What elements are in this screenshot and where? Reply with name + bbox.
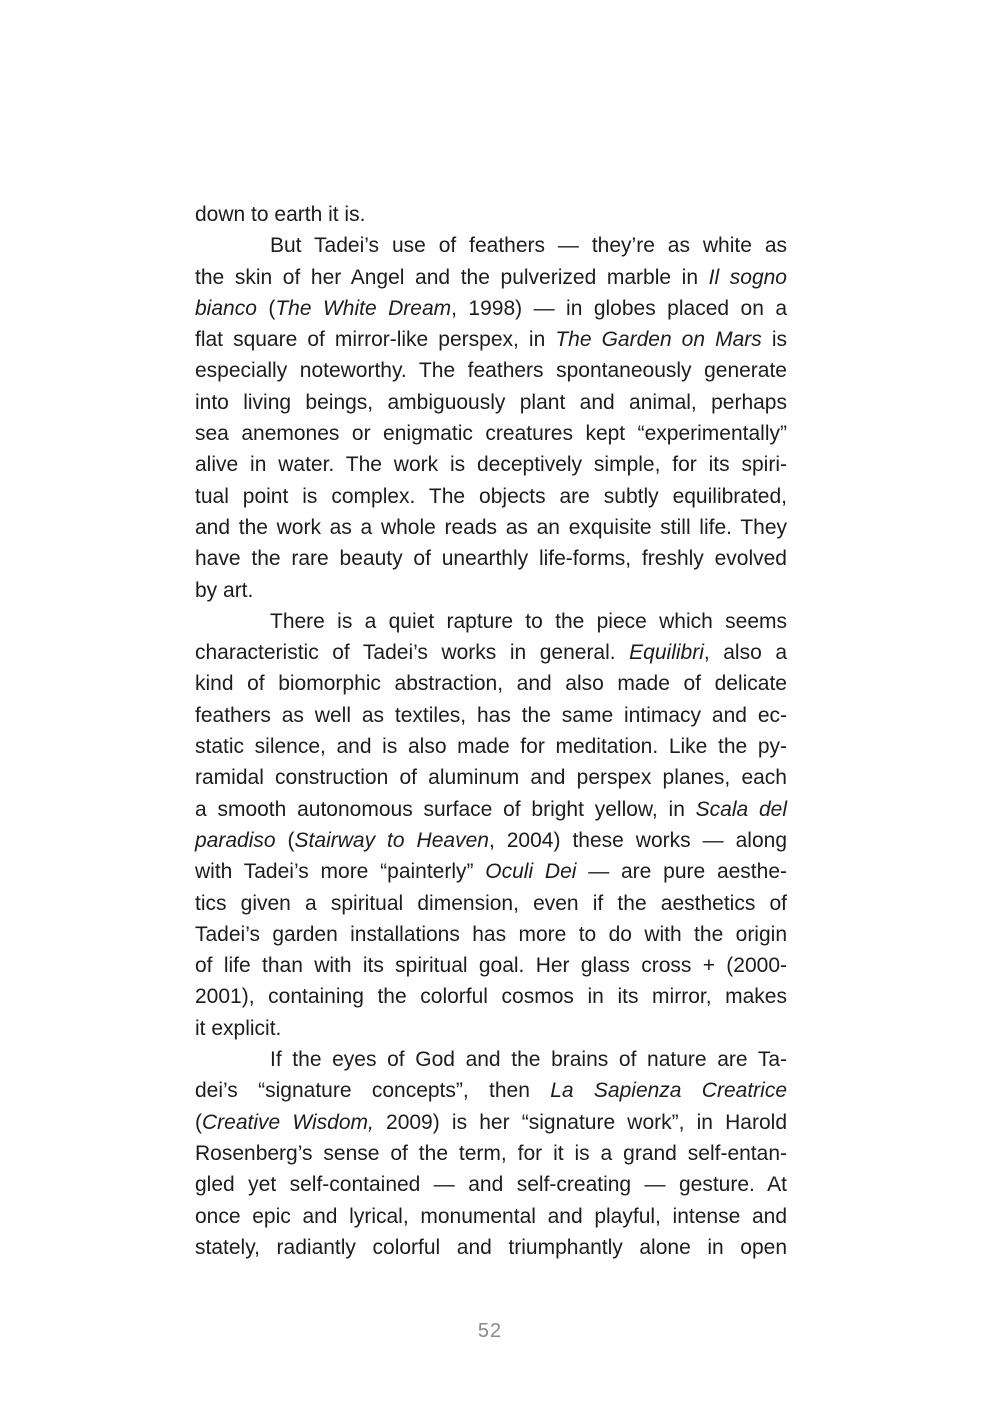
text-line xyxy=(195,387,787,418)
text-line xyxy=(195,1013,787,1044)
text-line xyxy=(195,762,787,793)
text-line xyxy=(195,199,787,230)
text-line xyxy=(195,794,787,825)
text-segment: ( xyxy=(275,828,295,852)
italic-title: paradiso xyxy=(195,828,276,852)
text-line xyxy=(195,856,787,887)
text-segment: into living beings, ambiguously plant and animal, perhaps xyxy=(195,390,787,414)
text-segment: 2009) is her “signature work”, in Harold xyxy=(373,1110,787,1134)
italic-title: The Garden on Mars xyxy=(555,328,762,352)
text-segment: static silence, and is also made for meditation. Like the py- xyxy=(195,735,787,759)
text-segment: , also a xyxy=(703,641,787,665)
text-segment: stately, radiantly colorful and triumphantly alone in open xyxy=(195,1235,787,1259)
text-line xyxy=(195,888,787,919)
text-line xyxy=(195,731,787,762)
text-line xyxy=(195,481,787,512)
text-segment: characteristic of Tadei’s works in general. xyxy=(195,641,630,665)
text-segment: ( xyxy=(195,1110,202,1134)
text-line xyxy=(195,700,787,731)
text-line xyxy=(195,1232,787,1263)
text-line xyxy=(195,1107,787,1138)
text-segment: it explicit. xyxy=(195,1016,282,1040)
text-line xyxy=(195,449,787,480)
text-segment: kind of biomorphic abstraction, and also made of delicate xyxy=(195,672,787,696)
text-segment: a smooth autonomous surface of bright yellow, in xyxy=(195,797,696,821)
text-segment: especially noteworthy. The feathers spontaneously generate xyxy=(195,359,787,383)
text-segment: Rosenberg’s sense of the term, for it is a grand self-entan- xyxy=(195,1141,787,1165)
text-segment: , 1998) — in globes placed on a xyxy=(451,296,788,320)
text-segment: with Tadei’s more “painterly” xyxy=(195,860,486,884)
text-line xyxy=(195,606,787,637)
text-segment: gled yet self-contained — and self-creating — gesture. At xyxy=(195,1173,787,1197)
text-segment: alive in water. The work is deceptively simple, for its spiri- xyxy=(195,453,787,477)
text-segment: tics given a spiritual dimension, even if the aesthetics of xyxy=(195,891,787,915)
text-segment: and the work as a whole reads as an exquisite still life. They xyxy=(195,515,787,539)
text-line xyxy=(195,355,787,386)
text-line xyxy=(195,293,787,324)
italic-title: Stairway to Heaven xyxy=(294,828,489,852)
text-line xyxy=(195,950,787,981)
text-line xyxy=(195,825,787,856)
page-number: 52 xyxy=(477,1320,503,1342)
text-segment: have the rare beauty of unearthly life-forms, freshly evolved xyxy=(195,547,787,571)
text-line xyxy=(195,575,787,606)
text-segment: sea anemones or enigmatic creatures kept “experimentally” xyxy=(195,422,787,446)
text-segment: ramidal construction of aluminum and perspex planes, each xyxy=(195,766,787,790)
text-line xyxy=(195,668,787,699)
italic-title: La Sapienza Creatrice xyxy=(550,1079,787,1103)
italic-title: Scala del xyxy=(695,797,788,821)
text-segment: dei’s “signature concepts”, then xyxy=(195,1079,551,1103)
text-segment: But Tadei’s use of feathers — they’re as white as xyxy=(270,234,787,258)
text-segment: Tadei’s garden installations has more to do with the origin xyxy=(195,922,787,946)
text-line xyxy=(195,262,787,293)
italic-title: Equilibri xyxy=(629,641,704,665)
text-line xyxy=(195,418,787,449)
text-line xyxy=(195,637,787,668)
text-line xyxy=(195,1044,787,1075)
text-segment: once epic and lyrical, monumental and playful, intense and xyxy=(195,1204,787,1228)
italic-title: Il sogno xyxy=(708,265,787,289)
text-line xyxy=(195,543,787,574)
text-segment: If the eyes of God and the brains of nature are Ta- xyxy=(270,1048,787,1072)
text-segment: flat square of mirror-like perspex, in xyxy=(195,328,556,352)
text-segment: of life than with its spiritual goal. Her glass cross + (2000- xyxy=(195,954,787,978)
text-line xyxy=(195,919,787,950)
text-line xyxy=(195,1201,787,1232)
text-line xyxy=(195,1075,787,1106)
text-segment: , 2004) these works — along xyxy=(488,828,787,852)
text-segment: — are pure aesthe- xyxy=(576,860,787,884)
text-segment: ( xyxy=(256,296,276,320)
italic-title: Creative Wisdom, xyxy=(202,1110,374,1134)
italic-title: The White Dream xyxy=(275,296,452,320)
text-segment: down to earth it is. xyxy=(195,203,366,226)
text-segment: is xyxy=(761,328,787,352)
body-text xyxy=(195,199,787,1263)
text-line xyxy=(195,981,787,1012)
italic-title: bianco xyxy=(195,296,257,320)
text-segment: There is a quiet rapture to the piece which seems xyxy=(270,609,787,633)
italic-title: Oculi Dei xyxy=(485,860,577,884)
text-line xyxy=(195,1169,787,1200)
text-line xyxy=(195,324,787,355)
text-segment: tual point is complex. The objects are subtly equilibrated, xyxy=(195,484,787,508)
text-line xyxy=(195,1138,787,1169)
text-segment: feathers as well as textiles, has the same intimacy and ec- xyxy=(195,703,787,727)
text-segment: the skin of her Angel and the pulverized marble in xyxy=(195,265,709,289)
text-segment: by art. xyxy=(195,578,254,602)
text-line xyxy=(195,512,787,543)
text-line xyxy=(195,230,787,261)
text-segment: 2001), containing the colorful cosmos in its mirror, makes xyxy=(195,985,787,1009)
